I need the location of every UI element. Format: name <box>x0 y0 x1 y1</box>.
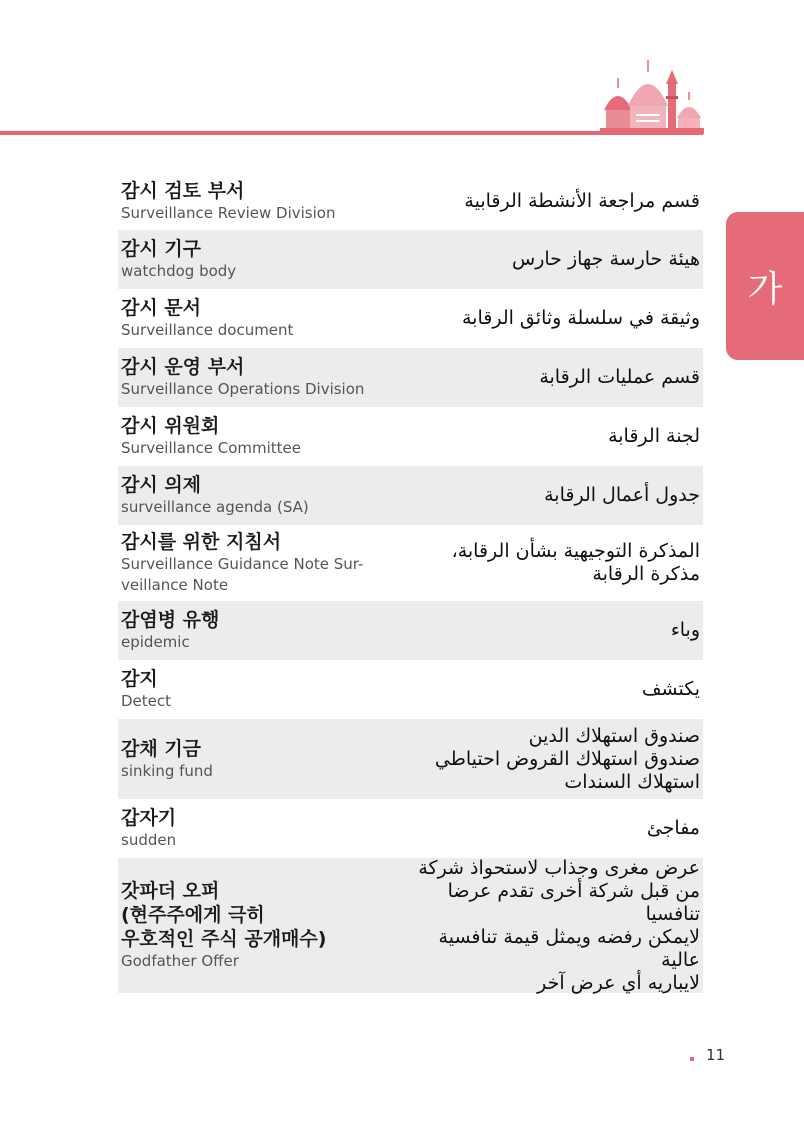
arabic-translation <box>462 307 700 330</box>
arabic-translation <box>608 425 700 448</box>
glossary-row <box>118 525 703 601</box>
page-number: 11 <box>706 1046 726 1064</box>
english-term: Surveillance Review Division <box>121 203 336 222</box>
term-cell <box>121 473 401 518</box>
english-term: Surveillance Operations Division <box>121 380 365 398</box>
term-cell <box>121 608 401 653</box>
korean-term: 감시 위원회 <box>121 415 220 437</box>
arabic-line: قسم مراجعة الأنشطة الرقابية <box>464 189 700 212</box>
english-term: Surveillance Guidance Note Sur- <box>121 555 364 573</box>
glossary-row <box>118 407 703 466</box>
term-cell <box>121 879 401 972</box>
section-tab-ga[interactable] <box>726 212 804 360</box>
arabic-line: مفاجئ <box>646 817 700 839</box>
korean-term: (현주주에게 극히 <box>121 904 265 926</box>
arabic-translation <box>512 248 700 271</box>
term-cell <box>121 806 401 851</box>
english-term: Godfather Offer <box>121 952 239 970</box>
english-term: veillance Note <box>121 576 229 594</box>
arabic-translation <box>671 619 700 642</box>
page-number-dot <box>690 1057 694 1061</box>
arabic-line: استهلاك السندات <box>564 770 700 793</box>
english-term: Detect <box>121 692 172 710</box>
arabic-translation <box>647 817 700 840</box>
korean-term: 갑자기 <box>121 807 177 829</box>
glossary-row <box>118 289 703 348</box>
arabic-line: عرض مغرى وجذاب لاستحواذ شركة <box>418 856 700 879</box>
arabic-line: صندوق استهلاك الدين <box>528 724 700 747</box>
english-term: Surveillance document <box>121 321 294 339</box>
arabic-line: لايمكن رفضه ويمثل قيمة تنافسية عالية <box>438 925 700 971</box>
arabic-translation <box>464 190 700 213</box>
term-cell <box>121 296 401 341</box>
english-term: surveillance agenda (SA) <box>121 498 309 516</box>
glossary-row <box>118 719 703 799</box>
korean-term: 감채 기금 <box>121 737 202 760</box>
arabic-line: مذكرة الرقابة <box>592 563 700 585</box>
arabic-line: وباء <box>670 619 700 641</box>
term-cell <box>121 667 401 712</box>
term-cell <box>121 355 401 400</box>
term-cell <box>121 737 401 782</box>
glossary-row <box>118 660 703 719</box>
english-term: sudden <box>121 831 177 849</box>
arabic-translation <box>452 540 700 586</box>
glossary-table <box>118 172 703 993</box>
korean-term: 감시 의제 <box>121 474 202 496</box>
glossary-row <box>118 601 703 660</box>
mosque-illustration-icon <box>600 60 704 134</box>
header-rule <box>0 131 703 135</box>
korean-term: 감시를 위한 지침서 <box>121 531 282 553</box>
arabic-translation <box>642 678 700 701</box>
arabic-line: وثيقة في سلسلة وثائق الرقابة <box>462 307 700 329</box>
arabic-line: يكتشف <box>641 678 700 700</box>
arabic-line: من قبل شركة أخرى تقدم عرضا تنافسيا <box>447 879 700 925</box>
term-cell <box>121 530 401 596</box>
arabic-line: هيئة حارسة جهاز حارس <box>512 248 700 270</box>
term-cell <box>121 237 401 282</box>
section-tab-label: 가 <box>747 268 783 310</box>
term-cell <box>121 414 401 459</box>
english-term: sinking fund <box>121 761 213 780</box>
korean-term: 우호적인 주식 공개매수) <box>121 928 327 950</box>
glossary-row <box>118 230 703 289</box>
arabic-translation <box>401 857 700 995</box>
korean-term: 감지 <box>121 668 158 690</box>
glossary-row <box>118 172 703 230</box>
arabic-translation <box>539 366 700 389</box>
arabic-line: المذكرة التوجيهية بشأن الرقابة، <box>451 540 700 562</box>
glossary-row <box>118 799 703 858</box>
arabic-line: قسم عمليات الرقابة <box>539 366 700 388</box>
korean-term: 감염병 유행 <box>121 609 220 631</box>
glossary-row <box>118 348 703 407</box>
korean-term: 감시 문서 <box>121 297 202 319</box>
glossary-row <box>118 466 703 525</box>
arabic-line: لجنة الرقابة <box>608 425 700 447</box>
english-term: epidemic <box>121 633 190 651</box>
arabic-translation <box>435 725 700 794</box>
arabic-line: لايباريه أي عرض آخر <box>537 971 700 994</box>
arabic-line: جدول أعمال الرقابة <box>544 484 700 506</box>
arabic-translation <box>544 484 700 507</box>
english-term: watchdog body <box>121 262 237 280</box>
korean-term: 감시 검토 부서 <box>121 179 245 202</box>
korean-term: 감시 기구 <box>121 238 202 260</box>
glossary-row <box>118 858 703 993</box>
english-term: Surveillance Committee <box>121 439 302 457</box>
term-cell <box>121 179 401 224</box>
korean-term: 갓파더 오퍼 <box>121 880 220 902</box>
korean-term: 감시 운영 부서 <box>121 356 245 378</box>
arabic-line: صندوق استهلاك القروض احتياطي <box>434 747 700 770</box>
